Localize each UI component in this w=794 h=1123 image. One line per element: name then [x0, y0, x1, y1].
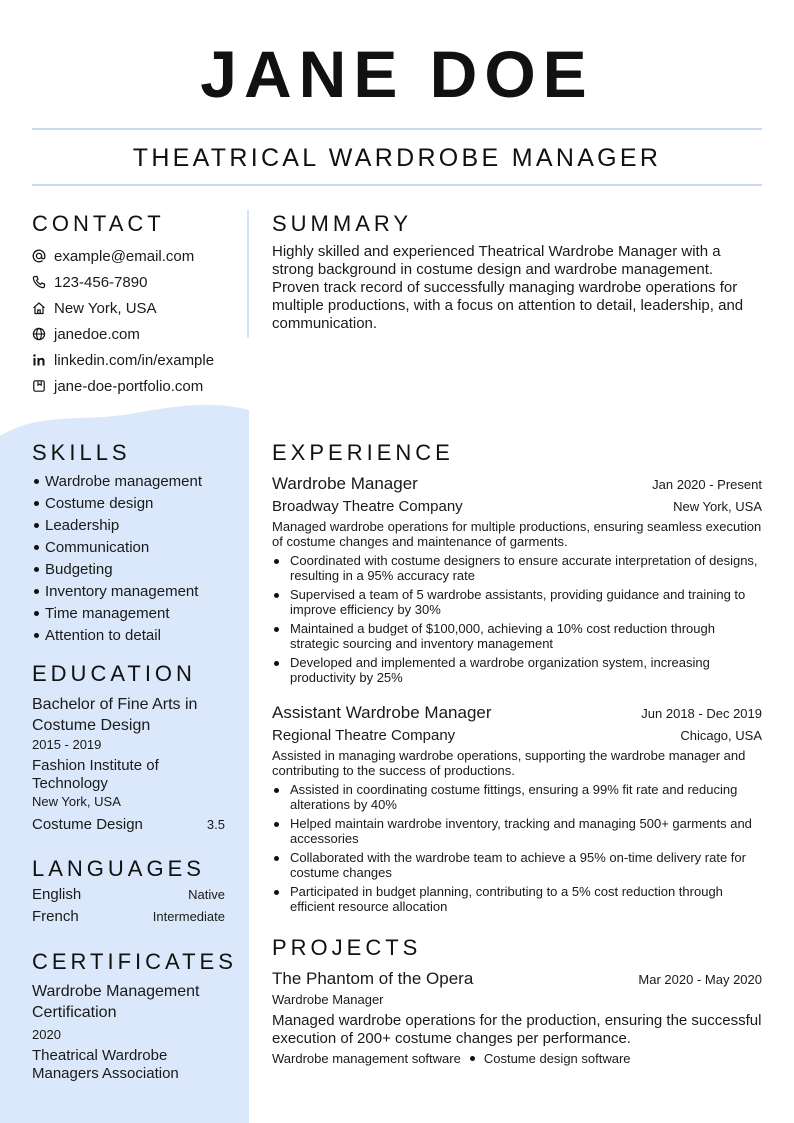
contact-email-text: example@email.com	[54, 247, 195, 265]
skill-item: Time management	[32, 603, 202, 625]
skill-item: Budgeting	[32, 559, 202, 581]
job-description: Assisted in managing wardrobe operations, supporting the wardrobe manager and contributing to the success of productions.	[272, 748, 746, 778]
job-dates: Jan 2020 - Present	[652, 477, 762, 492]
project-dates: Mar 2020 - May 2020	[638, 972, 762, 987]
education-field-row	[32, 815, 227, 835]
job-bullet: Participated in budget planning, contributing to a 5% cost reduction through efficient resource allocation	[272, 884, 762, 914]
education-field: Costume Design	[32, 816, 143, 833]
contact-location	[32, 295, 242, 321]
language-item	[32, 886, 225, 908]
job-company: Broadway Theatre Company	[272, 498, 463, 515]
skill-item: Attention to detail	[32, 625, 202, 647]
phone-icon	[32, 275, 54, 289]
job-bullets	[272, 782, 762, 914]
certificate-entry	[32, 981, 232, 1083]
language-item	[32, 908, 225, 930]
contact-linkedin-text: linkedin.com/in/example	[54, 351, 215, 369]
job-bullet: Developed and implemented a wardrobe organization system, increasing productivity by 25%	[272, 655, 762, 685]
header-top-divider	[32, 128, 762, 130]
certificate-name: Wardrobe Management Certification	[32, 983, 200, 1021]
project-role: Wardrobe Manager	[272, 992, 384, 1007]
experience-entry	[272, 702, 762, 918]
language-level: Native	[188, 887, 225, 902]
contact-linkedin[interactable]	[32, 347, 242, 373]
home-icon	[32, 301, 54, 315]
language-level: Intermediate	[152, 909, 225, 924]
language-name: English	[32, 886, 82, 903]
contact-portfolio-text: jane-doe-portfolio.com	[54, 377, 204, 395]
job-bullet: Coordinated with costume designers to ensure accurate interpretation of designs, resulting in a 95% accuracy rate	[272, 553, 762, 583]
contact-phone-text: 123-456-7890	[54, 273, 148, 291]
project-entry	[272, 968, 762, 1068]
projects-heading: PROJECTS	[272, 935, 422, 960]
certificate-issuer: Theatrical Wardrobe Managers Association	[32, 1047, 179, 1082]
job-bullets	[272, 553, 762, 685]
job-bullet: Collaborated with the wardrobe team to achieve a 95% on-time delivery rate for costume changes	[272, 850, 762, 880]
contact-location-text: New York, USA	[54, 299, 157, 317]
header-bottom-divider	[32, 184, 762, 186]
linkedin-icon	[32, 353, 54, 367]
job-bullet: Assisted in coordinating costume fittings, ensuring a 99% fit rate and reducing alterations by 40%	[272, 782, 762, 812]
project-tool: Wardrobe management software	[272, 1051, 461, 1066]
contact-heading: CONTACT	[32, 211, 165, 236]
at-icon	[32, 249, 54, 263]
portfolio-icon	[32, 379, 54, 393]
contact-list	[32, 243, 242, 399]
certificates-heading: CERTIFICATES	[32, 949, 237, 974]
project-tool: Costume design software	[483, 1051, 631, 1066]
skills-list	[32, 471, 202, 647]
job-dates: Jun 2018 - Dec 2019	[641, 706, 762, 721]
education-gpa: 3.5	[206, 817, 225, 832]
skill-item: Costume design	[32, 493, 202, 515]
contact-email[interactable]	[32, 243, 242, 269]
experience-heading: EXPERIENCE	[272, 440, 454, 465]
job-company: Regional Theatre Company	[272, 727, 456, 744]
education-degree: Bachelor of Fine Arts in Costume Design	[32, 696, 198, 734]
job-description: Managed wardrobe operations for multiple productions, ensuring seamless execution of costume changes and maintenance of garments.	[272, 519, 762, 549]
summary-heading: SUMMARY	[272, 211, 413, 236]
job-location: New York, USA	[673, 499, 762, 514]
skill-item: Communication	[32, 537, 202, 559]
skill-item: Wardrobe management	[32, 471, 202, 493]
column-divider	[247, 210, 249, 338]
job-role: Wardrobe Manager	[272, 474, 418, 493]
contact-portfolio[interactable]	[32, 373, 242, 399]
contact-website[interactable]	[32, 321, 242, 347]
job-role: Assistant Wardrobe Manager	[272, 703, 492, 722]
job-bullet: Supervised a team of 5 wardrobe assistants, providing guidance and training to improve efficiency by 30%	[272, 587, 762, 617]
job-bullet: Helped maintain wardrobe inventory, tracking and managing 500+ garments and accessories	[272, 816, 762, 846]
education-years: 2015 - 2019	[32, 737, 102, 752]
job-bullet: Maintained a budget of $100,000, achieving a 10% cost reduction through strategic sourcing and inventory management	[272, 621, 762, 651]
languages-heading: LANGUAGES	[32, 856, 205, 881]
candidate-title: THEATRICAL WARDROBE MANAGER	[132, 144, 662, 172]
project-description: Managed wardrobe operations for the production, ensuring the successful execution of 200+ costume changes per performance.	[272, 1012, 762, 1047]
job-location: Chicago, USA	[680, 728, 762, 743]
certificate-year: 2020	[32, 1027, 61, 1042]
project-name: The Phantom of the Opera	[272, 969, 474, 988]
project-tools	[272, 1050, 762, 1068]
summary-text: Highly skilled and experienced Theatrical Wardrobe Manager with a strong background in costume design and wardrobe management. Proven track record of successfully managing wardrobe operations for multiple productions, with a focus on attention to detail, leadership, and communication.	[272, 243, 744, 332]
education-location: New York, USA	[32, 794, 121, 809]
contact-phone[interactable]	[32, 269, 242, 295]
experience-entry	[272, 473, 762, 689]
language-name: French	[32, 908, 79, 925]
skill-item: Inventory management	[32, 581, 202, 603]
education-institution: Fashion Institute of Technology	[32, 757, 159, 792]
languages-list	[32, 886, 225, 930]
contact-website-text: janedoe.com	[54, 325, 140, 343]
globe-icon	[32, 327, 54, 341]
candidate-name: JANE DOE	[200, 37, 594, 111]
education-entry	[32, 694, 227, 835]
skills-heading: SKILLS	[32, 440, 131, 465]
skill-item: Leadership	[32, 515, 202, 537]
education-heading: EDUCATION	[32, 661, 196, 686]
